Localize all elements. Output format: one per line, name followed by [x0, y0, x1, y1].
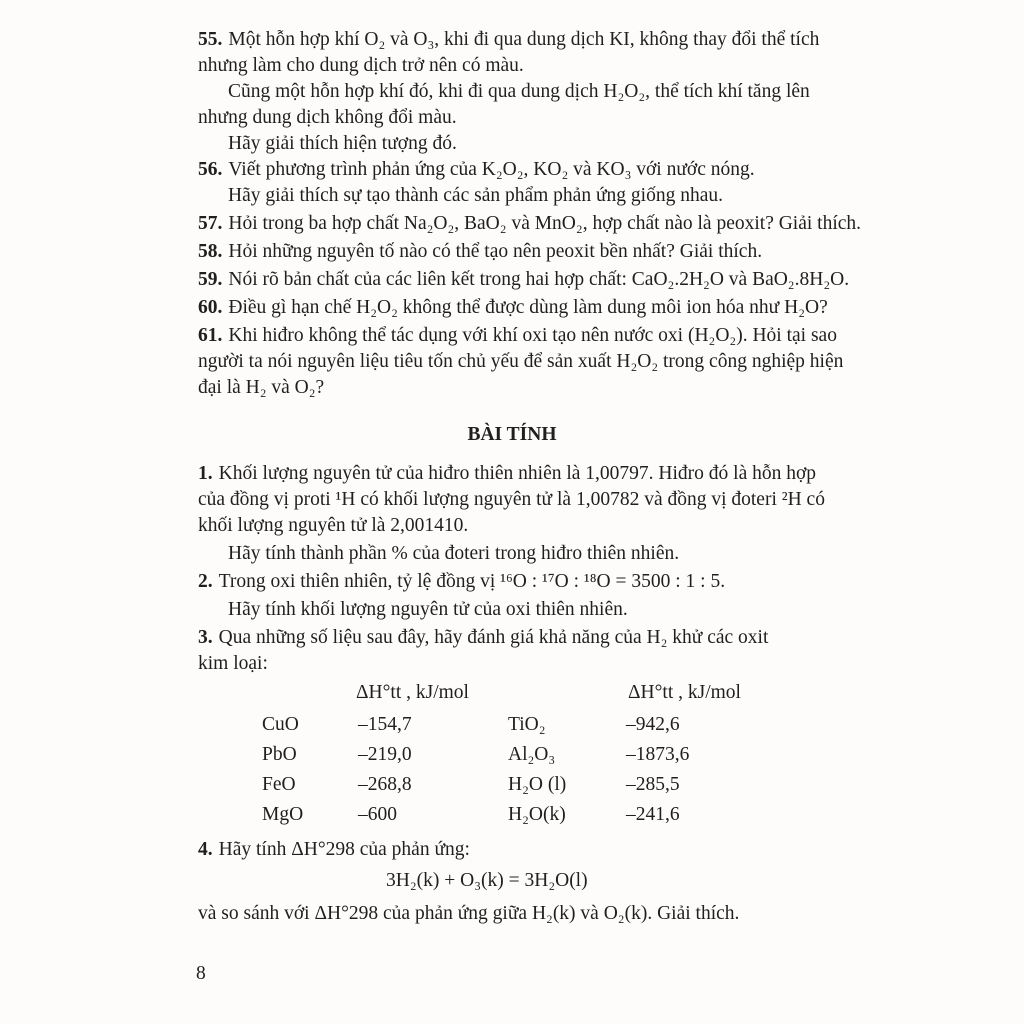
- problem-number: 60.: [198, 297, 223, 318]
- problem-text: Nói rõ bản chất của các liên kết trong hai hợp chất: CaO₂.2H₂O và BaO₂.8H₂O.: [228, 269, 850, 290]
- table-header-left: ΔH°tt , kJ/mol: [356, 682, 469, 703]
- table-cell-left-name: CuO: [262, 714, 299, 735]
- table-cell-right-name: Al₂O₃: [508, 744, 556, 765]
- problem-text: Qua những số liệu sau đây, hãy đánh giá khả năng của H₂ khử các oxit: [218, 627, 769, 648]
- problem-text: Khi hiđro không thể tác dụng với khí oxi tạo nên nước oxi (H₂O₂). Hỏi tại sao: [228, 325, 837, 346]
- table-cell-right-name: H₂O (l): [508, 774, 567, 795]
- calc-2-line-2: Hãy tính khối lượng nguyên tử của oxi thiên nhiên.: [228, 599, 628, 620]
- problem-59: [198, 268, 849, 292]
- calc-3-line-2: kim loại:: [198, 653, 268, 674]
- table-cell-right-value: –1873,6: [626, 744, 690, 765]
- calc-1-line-1: [198, 462, 816, 486]
- table-cell-left-value: –154,7: [358, 714, 412, 735]
- calc-1-line-2: của đồng vị proti ¹H có khối lượng nguyên tử là 1,00782 và đồng vị đoteri ²H có: [198, 489, 825, 510]
- calc-4-line-2: và so sánh với ΔH°298 của phản ứng giữa H₂(k) và O₂(k). Giải thích.: [198, 903, 740, 924]
- problem-61-line-3: đại là H₂ và O₂?: [198, 377, 325, 398]
- problem-58: [198, 240, 762, 264]
- problem-number: 2.: [198, 571, 213, 592]
- problem-number: 4.: [198, 839, 213, 860]
- table-cell-right-value: –285,5: [626, 774, 680, 795]
- problem-55-line-4: nhưng dung dịch không đổi màu.: [198, 107, 457, 128]
- section-title: BÀI TÍNH: [467, 424, 557, 445]
- problem-number: 58.: [198, 241, 223, 262]
- problem-number: 1.: [198, 463, 213, 484]
- table-cell-right-value: –942,6: [626, 714, 680, 735]
- reaction-equation: 3H₂(k) + O₃(k) = 3H₂O(l): [386, 870, 588, 891]
- problem-55-line-5: Hãy giải thích hiện tượng đó.: [228, 133, 457, 154]
- problem-text: Khối lượng nguyên tử của hiđro thiên nhiên là 1,00797. Hiđro đó là hỗn hợp: [218, 463, 817, 484]
- calc-4-line-1: [198, 838, 470, 862]
- problem-number: 59.: [198, 269, 223, 290]
- calc-3-line-1: [198, 626, 768, 650]
- problem-text: Hãy tính ΔH°298 của phản ứng:: [218, 839, 470, 860]
- problem-57: [198, 212, 861, 236]
- problem-61-line-1: [198, 324, 837, 348]
- problem-text: Một hỗn hợp khí O₂ và O₃, khi đi qua dung dịch KI, không thay đổi thể tích: [228, 29, 820, 50]
- calc-2-line-1: [198, 570, 725, 594]
- table-cell-right-name: TiO₂: [508, 714, 546, 735]
- problem-text: Hỏi trong ba hợp chất Na₂O₂, BaO₂ và MnO₂, hợp chất nào là peoxit? Giải thích.: [228, 213, 862, 234]
- problem-number: 55.: [198, 29, 223, 50]
- calc-1-line-3: khối lượng nguyên tử là 2,001410.: [198, 515, 469, 536]
- table-cell-left-name: FeO: [262, 774, 296, 795]
- page-number: 8: [196, 963, 206, 984]
- table-cell-left-name: MgO: [262, 804, 304, 825]
- table-cell-left-value: –600: [358, 804, 397, 825]
- table-header-right: ΔH°tt , kJ/mol: [628, 682, 741, 703]
- problem-60: [198, 296, 828, 320]
- table-cell-right-value: –241,6: [626, 804, 680, 825]
- problem-55-line-3: Cũng một hỗn hợp khí đó, khi đi qua dung dịch H₂O₂, thể tích khí tăng lên: [228, 81, 810, 102]
- problem-55-line-1: [198, 28, 819, 52]
- problem-text: Viết phương trình phản ứng của K₂O₂, KO₂ và KO₃ với nước nóng.: [228, 159, 755, 180]
- problem-text: Hỏi những nguyên tố nào có thể tạo nên peoxit bền nhất? Giải thích.: [228, 241, 763, 262]
- problem-55-line-2: nhưng làm cho dung dịch trở nên có màu.: [198, 55, 524, 76]
- table-cell-left-name: PbO: [262, 744, 297, 765]
- table-cell-left-value: –268,8: [358, 774, 412, 795]
- calc-1-line-4: Hãy tính thành phần % của đoteri trong hiđro thiên nhiên.: [228, 543, 680, 564]
- problem-number: 56.: [198, 159, 223, 180]
- problem-number: 57.: [198, 213, 223, 234]
- problem-56-line-1: [198, 158, 755, 182]
- table-cell-right-name: H₂O(k): [508, 804, 566, 825]
- problem-56-line-2: Hãy giải thích sự tạo thành các sản phẩm phản ứng giống nhau.: [228, 185, 723, 206]
- problem-61-line-2: người ta nói nguyên liệu tiêu tốn chủ yếu để sản xuất H₂O₂ trong công nghiệp hiện: [198, 351, 844, 372]
- problem-number: 61.: [198, 325, 223, 346]
- problem-text: Điều gì hạn chế H₂O₂ không thể được dùng làm dung môi ion hóa như H₂O?: [228, 297, 828, 318]
- problem-number: 3.: [198, 627, 213, 648]
- problem-text: Trong oxi thiên nhiên, tỷ lệ đồng vị ¹⁶O : ¹⁷O : ¹⁸O = 3500 : 1 : 5.: [218, 571, 726, 592]
- table-cell-left-value: –219,0: [358, 744, 412, 765]
